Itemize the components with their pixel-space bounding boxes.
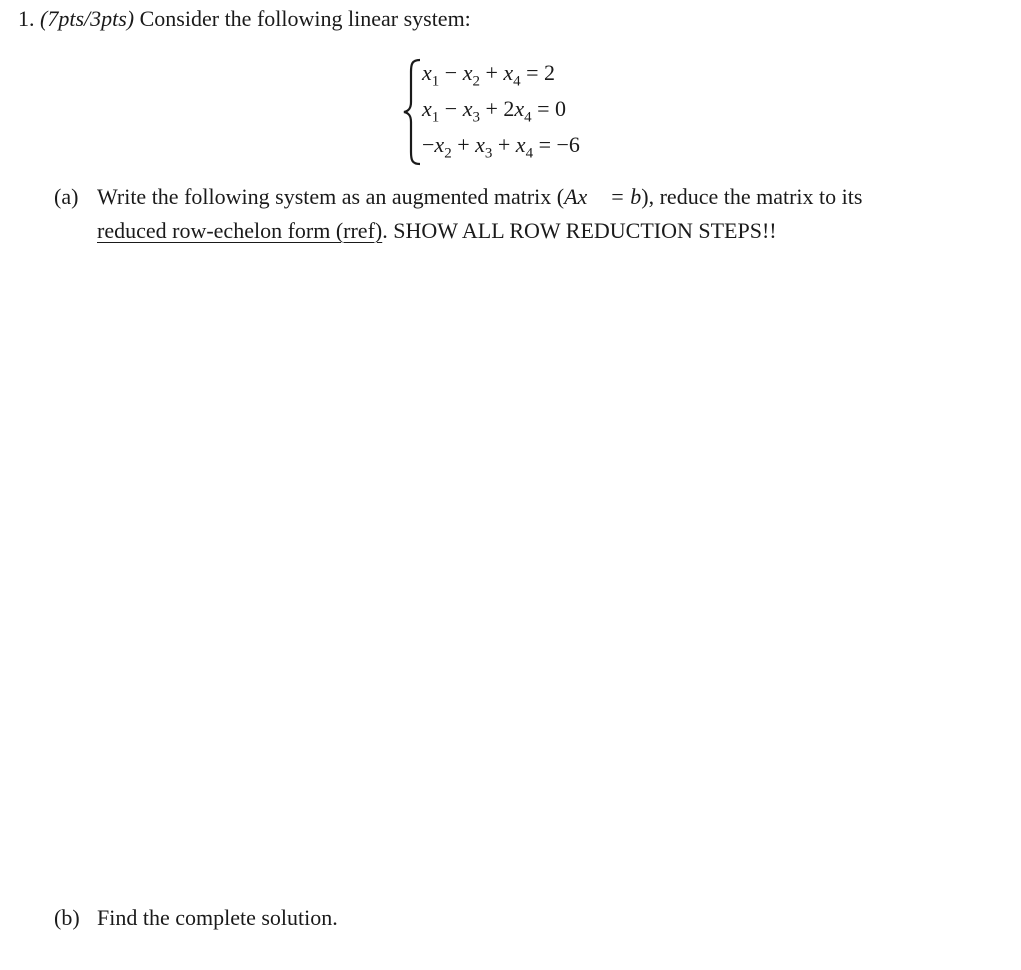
equation-1: $x_1 - x_2 + x_4 = 2$ [422, 60, 556, 90]
part-a-label: (a) [54, 184, 79, 209]
part-a-text-end: ), reduce the matrix to its [641, 184, 863, 209]
problem-number: 1. [18, 6, 35, 31]
part-a [54, 184, 862, 210]
part-b-label: (b) [54, 905, 80, 930]
part-a-line-2 [97, 218, 777, 244]
problem-points: (7pts/3pts) [40, 6, 135, 31]
equation-2: $x_1 - x_3 + 2x_4 = 0$ [422, 96, 567, 126]
part-b [54, 905, 338, 931]
part-a-math: Ax⃗ = b [564, 184, 642, 209]
equation-3: $-x_2 + x_3 + x_4 = -6$ [422, 132, 580, 162]
rref-underlined: reduced row-echelon form (rref) [97, 218, 383, 243]
part-a-instruction: . SHOW ALL ROW REDUCTION STEPS!! [382, 218, 777, 243]
linear-system [402, 58, 702, 166]
part-b-text: Find the complete solution. [97, 905, 338, 930]
part-a-text: Write the following system as an augmented matrix ( [97, 184, 565, 209]
problem-header [18, 6, 471, 32]
problem-prompt: Consider the following linear system: [139, 6, 471, 31]
left-brace-icon [402, 58, 424, 166]
